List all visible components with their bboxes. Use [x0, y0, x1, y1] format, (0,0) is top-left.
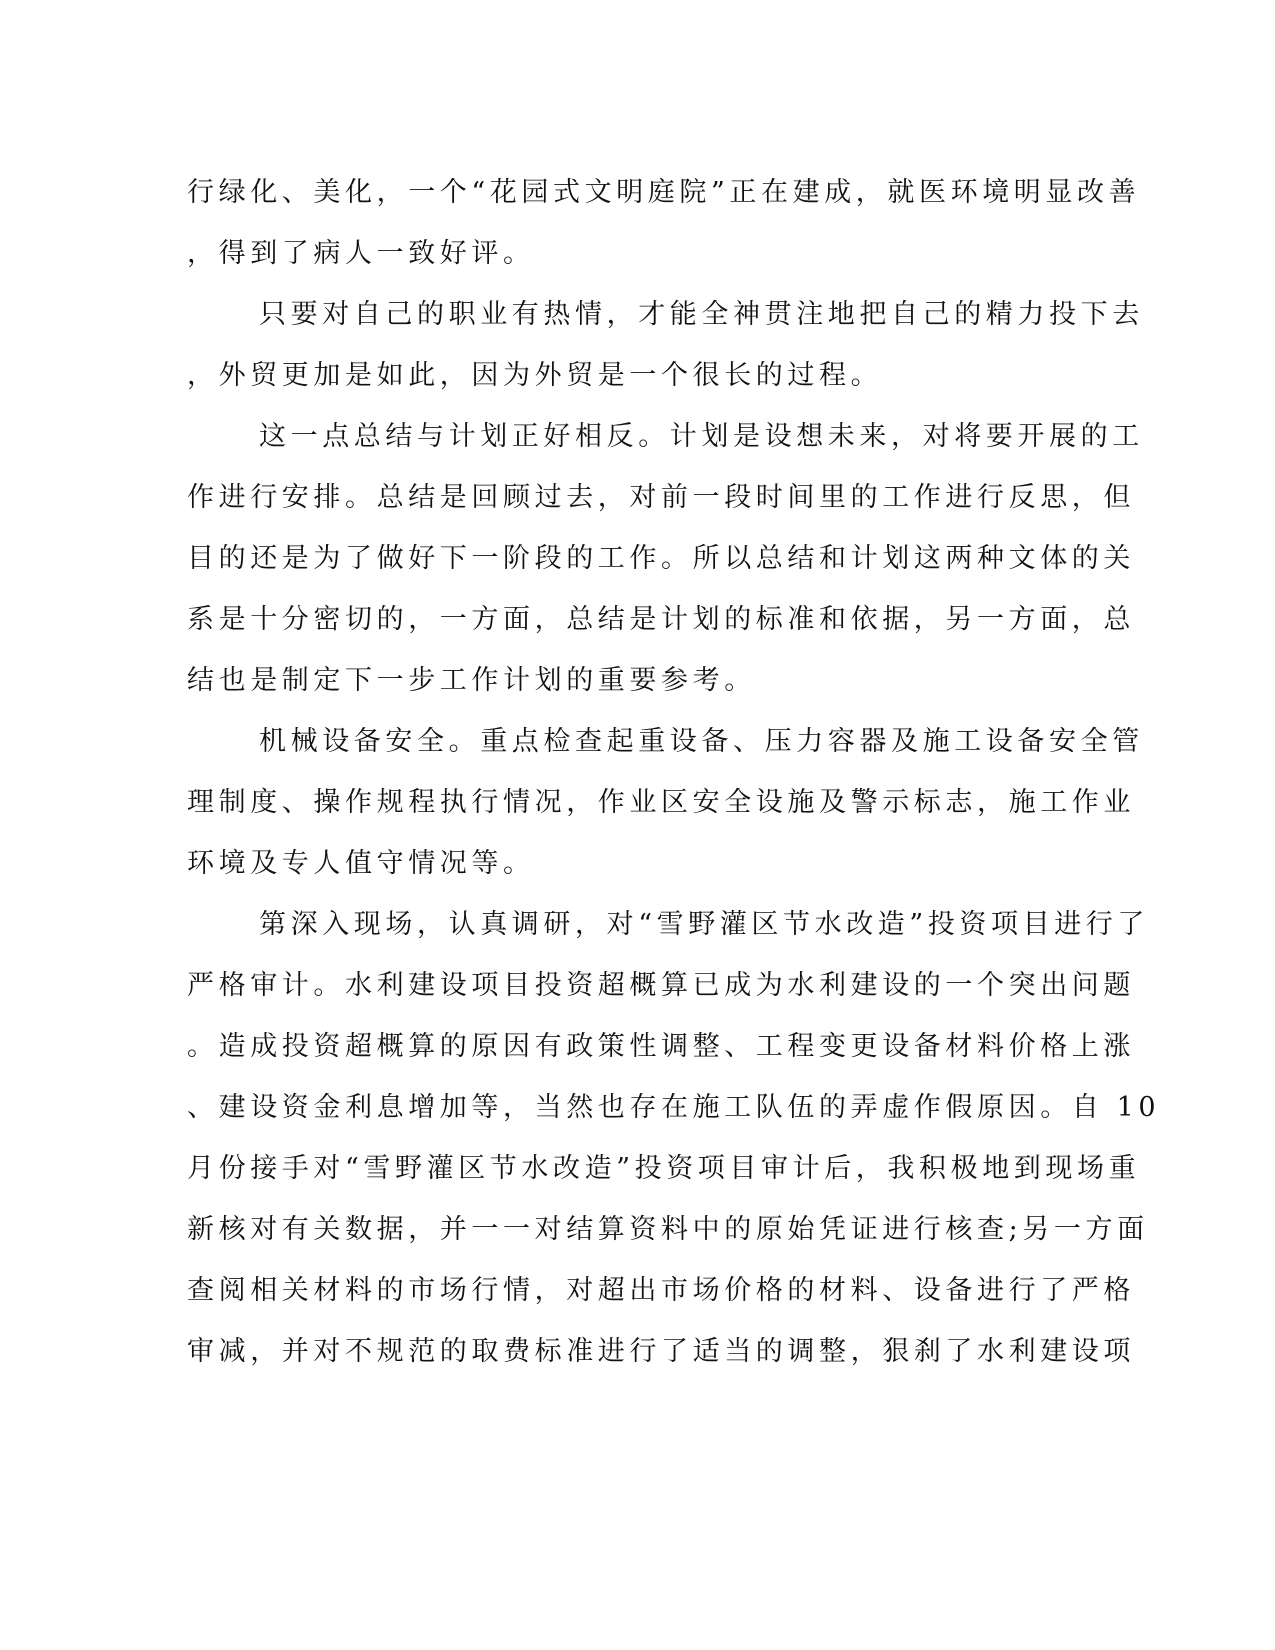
- paragraph-first-line: 机械设备安全。重点检查起重设备、压力容器及施工设备安全管: [259, 726, 1144, 757]
- text-line: 查阅相关材料的市场行情，对超出市场价格的材料、设备进行了严格: [187, 1275, 1135, 1306]
- text-line: 目的还是为了做好下一阶段的工作。所以总结和计划这两种文体的关: [187, 543, 1135, 574]
- text-line: 月份接手对“雪野灌区节水改造”投资项目审计后，我积极地到现场重: [187, 1153, 1141, 1184]
- document-body: [187, 162, 1161, 1382]
- text-line: 理制度、操作规程执行情况，作业区安全设施及警示标志，施工作业: [187, 787, 1135, 818]
- text-line: ，外贸更加是如此，因为外贸是一个很长的过程。: [187, 360, 883, 391]
- text-line: ，得到了病人一致好评。: [187, 238, 535, 269]
- text-line: 。造成投资超概算的原因有政策性调整、工程变更设备材料价格上涨: [187, 1031, 1135, 1062]
- text-line: 环境及专人值守情况等。: [187, 848, 535, 879]
- text-line: 结也是制定下一步工作计划的重要参考。: [187, 665, 756, 696]
- paragraph-first-line: 第深入现场，认真调研，对“雪野灌区节水改造”投资项目进行了: [259, 909, 1150, 940]
- paragraph-first-line: 只要对自己的职业有热情，才能全神贯注地把自己的精力投下去: [259, 299, 1144, 330]
- paragraph-first-line: 这一点总结与计划正好相反。计划是设想未来，对将要开展的工: [259, 421, 1144, 452]
- text-line: 新核对有关数据，并一一对结算资料中的原始凭证进行核查;另一方面: [187, 1214, 1149, 1245]
- text-line: 严格审计。水利建设项目投资超概算已成为水利建设的一个突出问题: [187, 970, 1135, 1001]
- text-line: 审减，并对不规范的取费标准进行了适当的调整，狠刹了水利建设项: [187, 1336, 1135, 1367]
- text-line: 行绿化、美化，一个“花园式文明庭院”正在建成，就医环境明显改善: [187, 177, 1141, 208]
- text-line: 、建设资金利息增加等，当然也存在施工队伍的弄虚作假原因。自 10: [187, 1092, 1161, 1123]
- text-line: 作进行安排。总结是回顾过去，对前一段时间里的工作进行反思，但: [187, 482, 1135, 513]
- text-line: 系是十分密切的，一方面，总结是计划的标准和依据，另一方面，总: [187, 604, 1135, 635]
